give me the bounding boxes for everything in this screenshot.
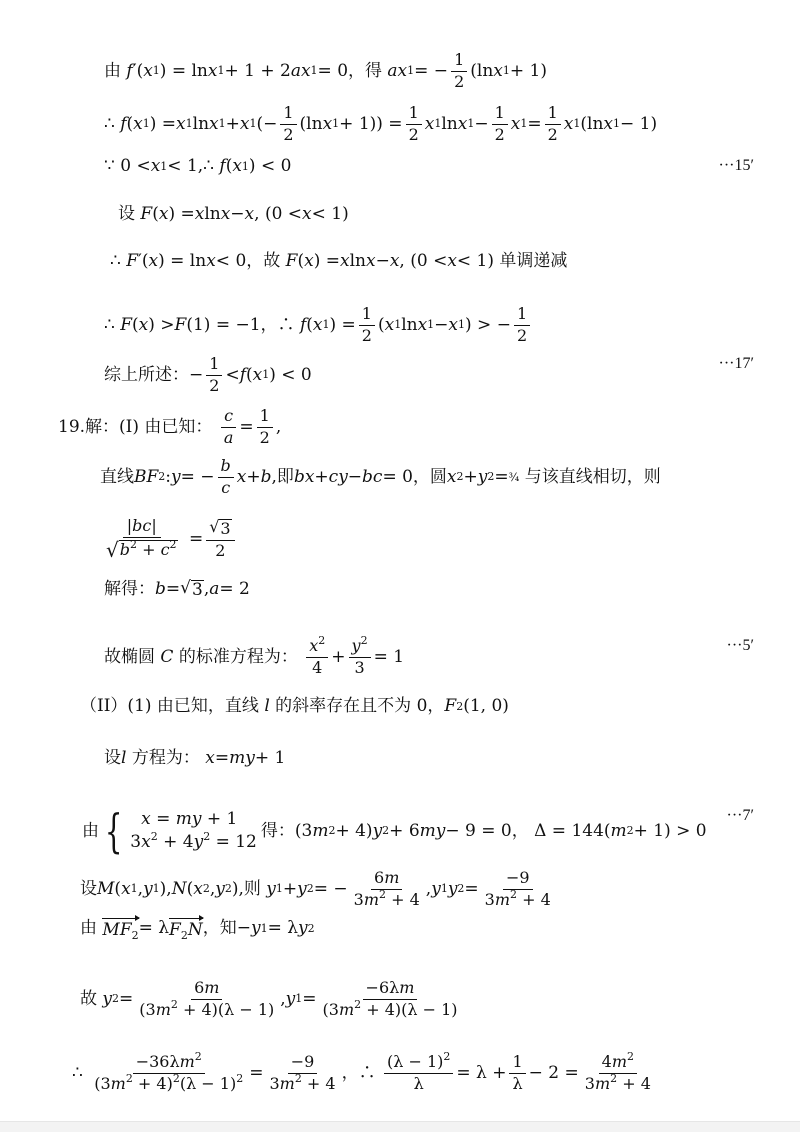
score-mark-17: ···17′	[718, 355, 754, 372]
score-mark-7: ···7′	[726, 807, 754, 824]
score-mark-15: ···15′	[718, 157, 754, 174]
solution-page: 由 f ′( x 1 ) = ln x 1 + 1 + 2 ax 1 = 0 ，得 ax 1 = − $\frac{1}{2}$ (ln x 1 + 1) ∴ f ( x 1 ) = x 1 ln x 1 + x 1 (− $\frac{1}{2}$ (ln x 1 + 1)) = $\frac{1}{2}$ x 1 ln x 1 − $\frac{1}{2}$ x 1 = $\frac{1}{2}$ x 1 (ln x 1 − 1) ∵ 0 < x 1 < 1,∴ f ( x 1 ) < 0 ···15′ 设 F ( x ) = x ln x − x , (0 < x < 1) ∴ F ′( x ) = ln x < 0 ，故 F ( x ) = x ln x − x , (0 < x < 1) 单调递减 ∴ F ( x ) > F (1) = −1，∴ f ( x 1 ) = $\frac{1}{2}$ ( x 1 ln x 1 − x 1 ) > − $\frac{1}{2}$ 综上所述： − $\frac{1}{2}$ < f ( x 1 ) < 0 ···17′ 19.解：(I) 由已知： $\frac{c}{a}$ = $\frac{1}{2}$ , 直线 BF 2 : y = − $\frac{b}{c}$ x + b ,即 bx + cy − bc = 0 ，圆 x 2 + y 2 = ¾ 与该直线相切，则 | bc | √ $b^2 + c^2$ = √ 3 2 解得： b = √ 3 , a = 2 故椭圆 C 的标准方程为： $\frac{x^2}{4}$ + $\frac{y^2}{3}$ = 1 ···5′ （II）(1) 由已知，直线 l 的斜率存在且不为 0， F 2 (1, 0) 设 l 方程为： x = my + 1 由 { x = my + 1 $3x^2 + 4y^2 = 12$ 得： (3 m 2 + 4) y 2 + 6 my − 9 = 0 ， Δ = 144( m 2 + 1) > 0 ···7′ 设 M ( x 1 , y 1 ), N ( x 2 , y 2 ) ,则 y 1 + y 2 = − $\frac{6m}{3m^2 + 4}$ , y 1 y 2 = $\frac{-9}{3m^2 + 4}$ 由 $MF_2$ = λ $F_2N$ ，知 − y 1 = λ y 2 故 y 2 = $\frac{6m}{(3m^2 + 4)(\lambda - 1)}$ , y 1 = $\frac{-6\lambda m}{(3m^2 + 4)(\lambda - 1)}$ ∴ $\frac{-36\lambda m^2}{(3m^2 + 4)^2(\lambda - 1)^2}$ = $\frac{-9}{3m^2 + 4}$ ，∴ $\frac{(\lambda - 1)^2}{\lambda}$ = λ + $\frac{1}{\lambda}$ − 2 = $\frac{4m^2}{3m^2 + 4}$	[0, 0, 800, 1132]
score-mark-5: ···5′	[726, 637, 754, 654]
bottom-scroll-strip	[0, 1121, 800, 1132]
